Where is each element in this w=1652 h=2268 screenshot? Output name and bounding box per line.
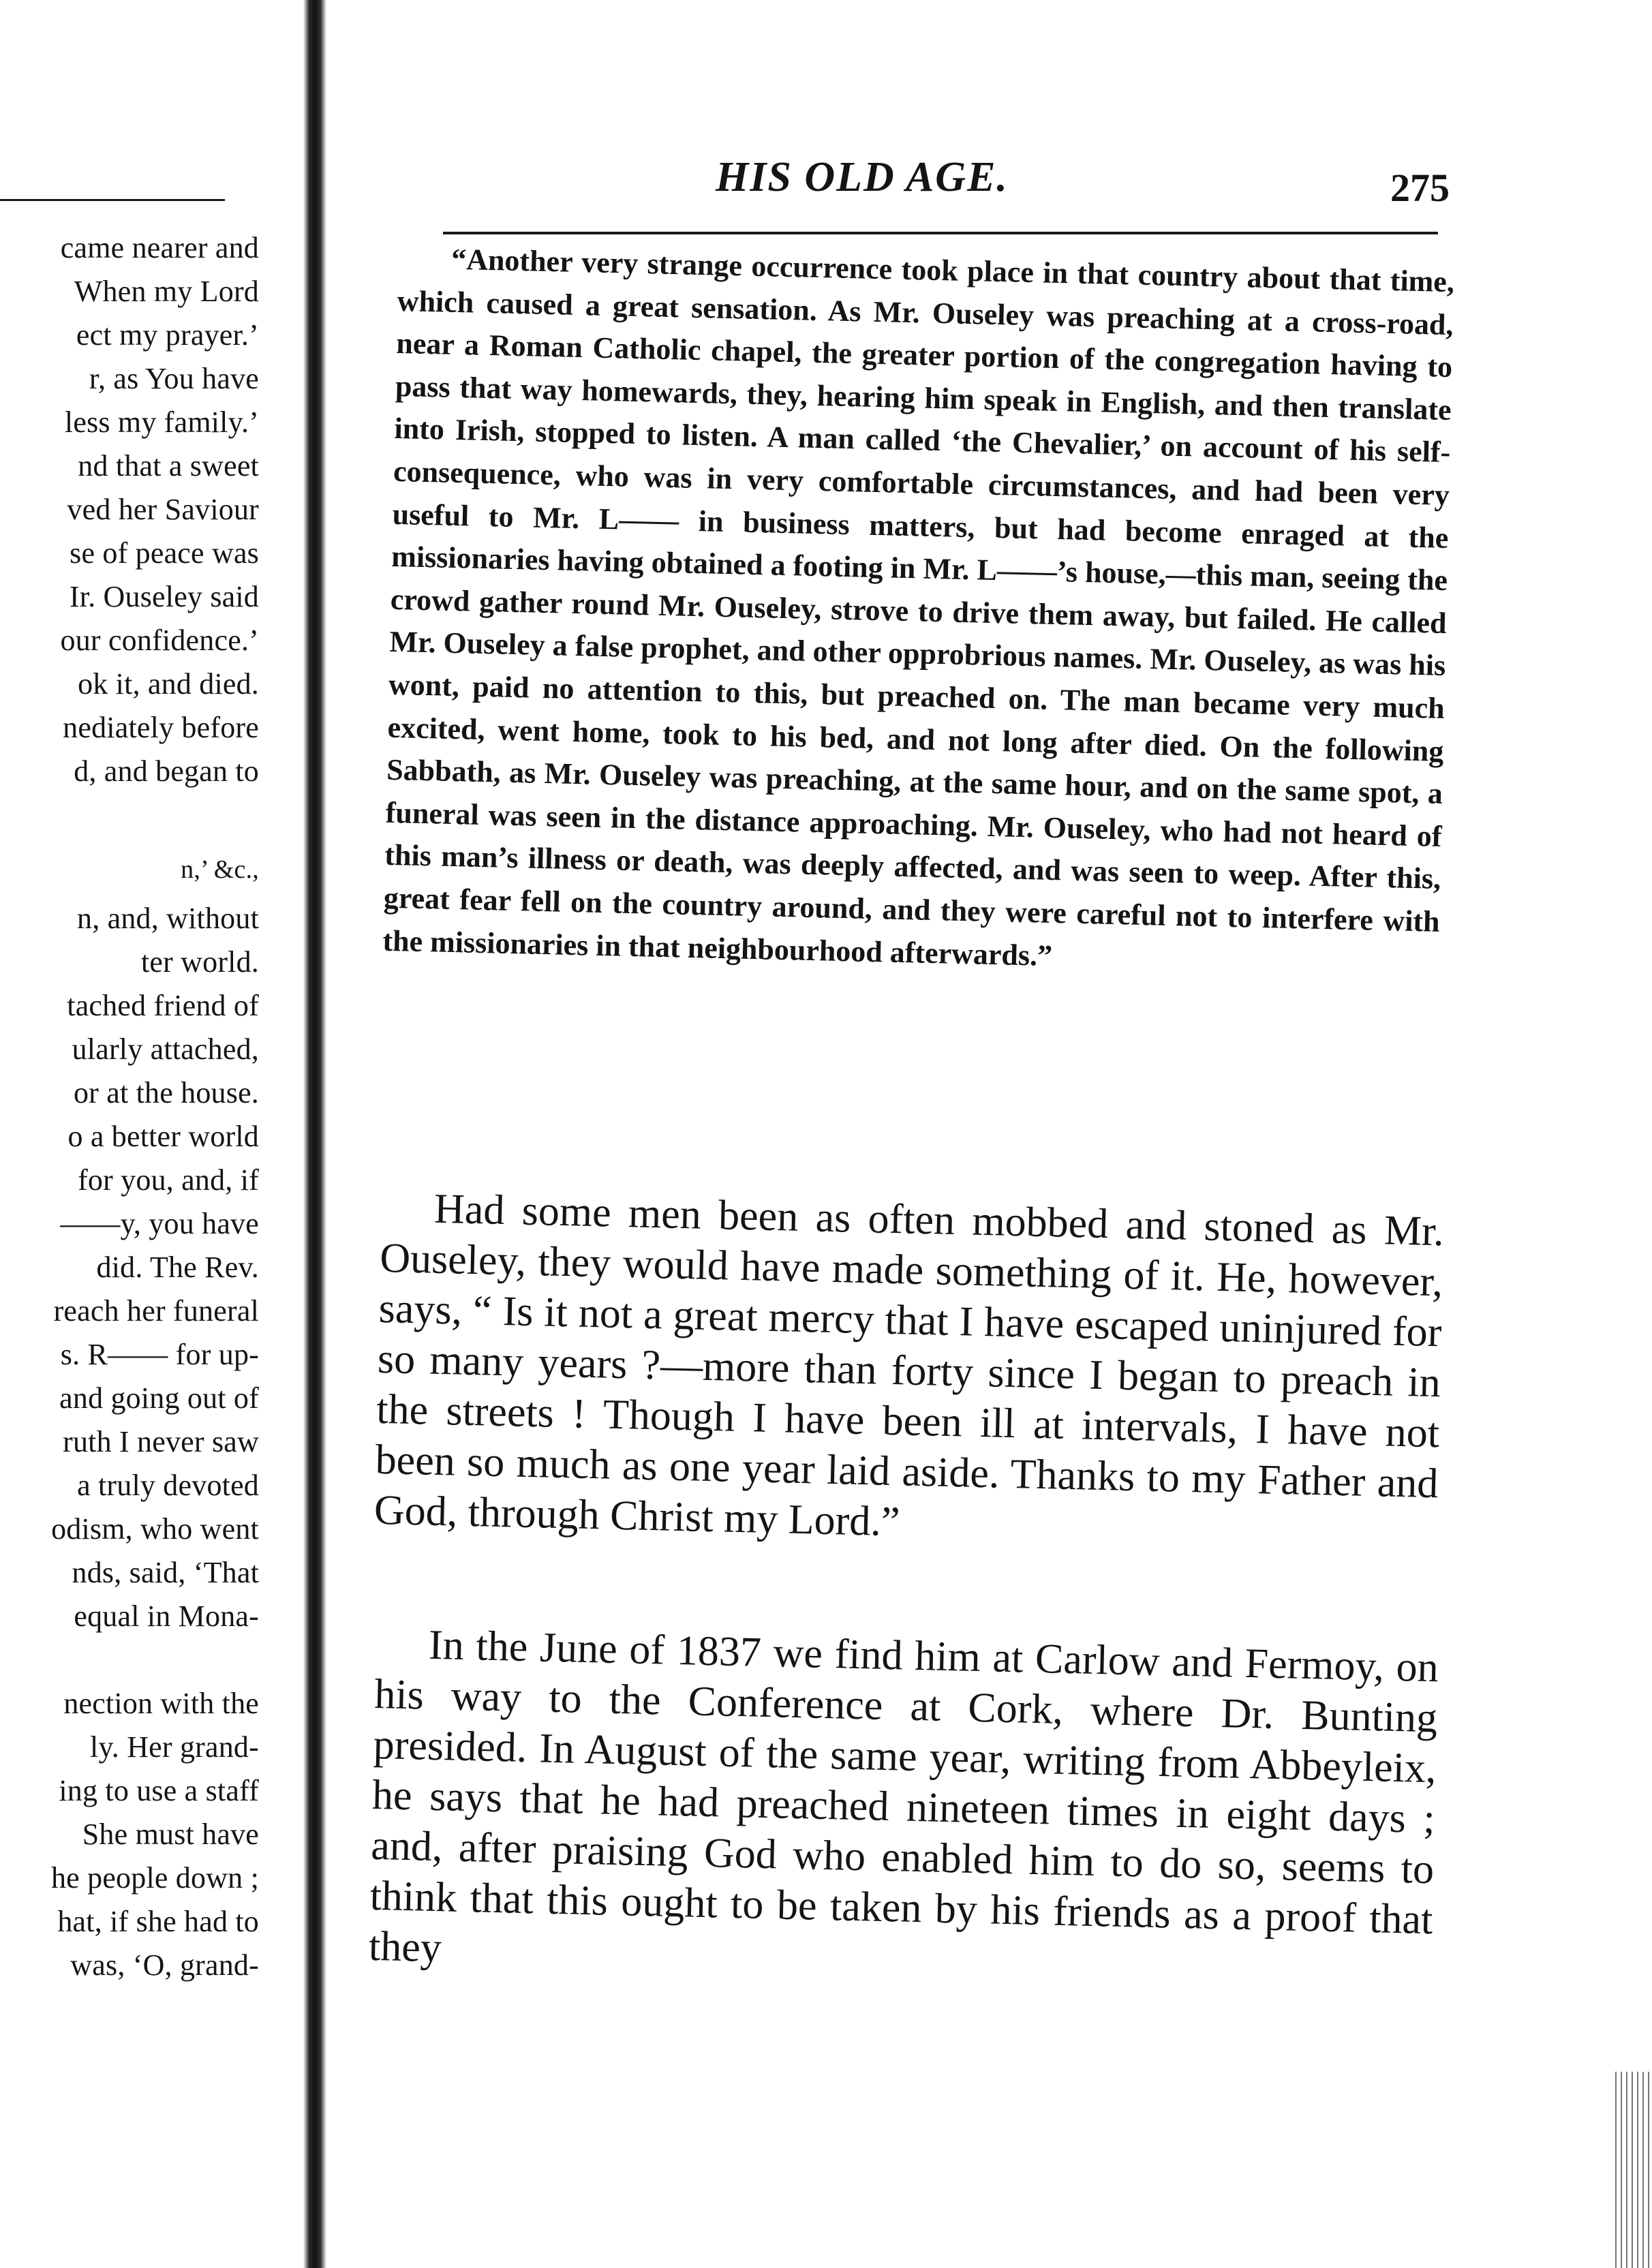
left-page-line: ularly attached, <box>72 1032 259 1066</box>
left-page-line: did. The Rev. <box>96 1251 259 1284</box>
left-page-line: n,’ &c., <box>181 855 259 884</box>
left-page-line: our confidence.’ <box>60 624 259 657</box>
body-paragraph: In the June of 1837 we find him at Carlow and Fermoy, on his way to the Conference at Cork, where Dr. Bunting presided. In August of the same year, writing from Abbeyleix, he says that he had preached nineteen times in eight days ; and, after praising God who enabled him to do so, seems to think that this ought to be taken by his friends as a proof that they <box>368 1621 1439 1972</box>
left-page-rule <box>0 199 225 201</box>
left-page-line: reach her funeral <box>53 1294 259 1328</box>
left-page-line: or at the house. <box>73 1076 259 1109</box>
left-page-line: ly. Her grand- <box>90 1730 259 1764</box>
left-page-line: less my family.’ <box>64 405 259 439</box>
block-quote: “Another very strange occurrence took place in that country about that time, which caused a great sensation. As Mr. Ouseley was preaching at a cross-road, near a Roman Catholic chapel, the greater portion of the congregation having to pass that way homewards, they, hearing him speak in English, and then translate into Irish, stopped to listen. A man called ‘the Chevalier,’ on account of his self-consequence, who was in very comfortable circumstances, and had been very useful to Mr. L—— in business matters, but had become enraged at the missionaries having obtained a footing in Mr. L——’s house,—this man, seeing the crowd gather round Mr. Ouseley, strove to drive them away, but failed. He called Mr. Ouseley a false prophet, and other opprobrious names. Mr. Ouseley, as was his wont, paid no attention to this, but preached on. The man became very much excited, went home, took to his bed, and not long after died. On the following Sabbath, as Mr. Ouseley was preaching, at the same hour, and on the same spot, a funeral was seen in the distance approaching. Mr. Ouseley, who had not heard of this man’s illness or death, was deeply affected, and was seen to weep. After this, great fear fell on the country around, and they were careful not to interfere with the missionaries in that neighbourhood afterwards.” <box>382 242 1455 972</box>
left-page-line: r, as You have <box>89 362 259 395</box>
left-page-line: Ir. Ouseley said <box>69 580 259 613</box>
left-page-line: he people down ; <box>50 1861 259 1895</box>
left-page-line: nection with the <box>63 1687 259 1720</box>
left-page-line: came nearer and <box>60 231 259 264</box>
left-page-line: ved her Saviour <box>67 493 259 526</box>
page-edges <box>1611 2072 1652 2268</box>
left-page-line: ——y, you have <box>60 1207 259 1240</box>
left-page-line: nd that a sweet <box>78 449 259 482</box>
left-page-line: hat, if she had to <box>57 1905 259 1938</box>
left-page-line: was, ‘O, grand- <box>70 1948 259 1982</box>
left-page-line: ing to use a staff <box>59 1774 259 1807</box>
body-paragraph: Had some men been as often mobbed and stoned as Mr. Ouseley, they would have made something of it. He, however, says, “ Is it not a great mercy that I have escaped uninjured for so many years ?—more than forty since I began to preach in the streets ! Though I have been ill at intervals, I have not been so much as one year laid aside. Thanks to my Father and God, through Christ my Lord.” <box>373 1185 1445 1546</box>
running-head: HIS OLD AGE. <box>716 154 1009 200</box>
left-page-line: tached friend of <box>67 989 259 1022</box>
left-page-line: d, and began to <box>74 754 259 788</box>
left-page-fragment <box>0 0 300 2268</box>
left-page-line: She must have <box>82 1818 259 1851</box>
left-page-line: nediately before <box>63 711 259 744</box>
left-page-line: and going out of <box>59 1381 259 1415</box>
left-page-line: odism, who went <box>51 1512 259 1546</box>
left-page-line: for you, and, if <box>78 1163 259 1197</box>
left-page-line: ruth I never saw <box>63 1425 259 1458</box>
left-page-line: s. R—— for up- <box>60 1338 259 1371</box>
left-page-line: ter world. <box>140 945 259 979</box>
book-gutter <box>303 0 326 2268</box>
left-page-line: nds, said, ‘That <box>72 1556 259 1589</box>
left-page-line: ect my prayer.’ <box>76 318 259 352</box>
left-page-line: a truly devoted <box>77 1469 259 1502</box>
left-page-line: equal in Mona- <box>74 1599 259 1633</box>
left-page-line: ok it, and died. <box>78 667 259 701</box>
header-rule <box>443 232 1438 234</box>
left-page-line: se of peace was <box>70 536 259 570</box>
left-page-line: n, and, without <box>77 902 259 935</box>
page-number: 275 <box>1390 166 1450 210</box>
left-page-line: o a better world <box>67 1120 259 1153</box>
left-page-line: When my Lord <box>74 275 259 308</box>
